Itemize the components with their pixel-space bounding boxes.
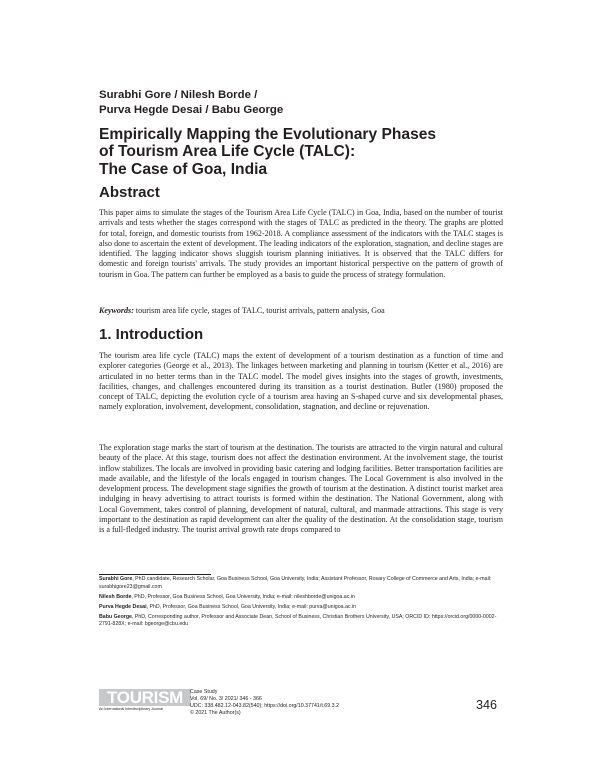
article-copyright: © 2021 The Author(s) — [190, 710, 241, 717]
article-type: Case Study — [190, 689, 218, 695]
keywords: Keywords: tourism area life cycle, stages of TALC, tourist arrivals, pattern analysis, Goa — [99, 306, 385, 315]
author-line-2: Purva Hegde Desai / Babu George — [99, 103, 284, 116]
article-metadata — [190, 689, 339, 717]
title-line-1: Empirically Mapping the Evolutionary Phases — [99, 126, 437, 143]
introduction-para-1: The tourism area life cycle (TALC) maps the extent of development of a tourism destination as a function of time and explorer categories (George et al., 2013). The linkages between marketing and planning in tourism (Ketter et al., 2016) are articulated in no better terms than in the TALC model. The model gives insights into the stages of growth, investments, facilities, changes, and challenges encountered during its transition as a tourist destination. Butler (1980) proposed the concept of TALC, depicting the evolution cycle of a tourism area having an S-shaped curve and six developmental phases, namely exploration, involvement, development, consolidation, stagnation, and decline or rejuvenation. — [99, 351, 503, 412]
footnote: Nilesh Borde, PhD, Professor, Goa Business School, Goa University, India; e-mail: nileshborde@unigoa.ac.in — [99, 593, 355, 600]
abstract-heading: Abstract — [99, 184, 160, 201]
footnote-rule — [99, 574, 211, 575]
journal-subtitle: An International Interdisciplinary Journal — [99, 707, 163, 711]
footnote: Surabhi Gore, PhD candidate, Research Scholar, Goa Business School, Goa University, India; Assistant Professor, Rosary College of Commerce and Arts, India; e-mail: surabhigore23@gmail.com — [99, 576, 492, 590]
author-list — [99, 88, 519, 117]
footnote: Purva Hegde Desai, PhD, Professor, Goa Business School, Goa University, India; e-mail: purva@unigoa.ac.in — [99, 603, 357, 610]
author-footnotes — [99, 576, 509, 632]
introduction-heading: 1. Introduction — [99, 326, 204, 343]
journal-logo: TOURISM — [99, 689, 191, 706]
footnote: Babu George, PhD, Corresponding author, Professor and Associate Dean, School of Business, Christian Brothers University, USA; ORCID ID: https://orcid.org/0000-0002-2791-828X; e-mail: bgeorge@cbu.edu — [99, 613, 497, 628]
paper-title — [99, 126, 539, 178]
article-volume: Vol. 69/ No. 3/ 2021/ 346 - 366 — [190, 696, 262, 703]
author-line-1: Surabhi Gore / Nilesh Borde / — [99, 89, 258, 101]
article-udc-doi: UDC: 338.482.12-043.82(540); https://doi.org/10.37741/t.69.3.2 — [190, 703, 340, 710]
title-line-3: The Case of Goa, India — [99, 160, 268, 178]
abstract-text: This paper aims to simulate the stages of the Tourism Area Life Cycle (TALC) in Goa, India, based on the number of tourist arrivals and tests whether the stages correspond with the stages of TALC as predicted in the theory. The graphs are plotted for total, foreign, and domestic tourists from 1962-2018. A compliance assessment of the indicators with the TALC stages is also done to ascertain the extent of development. The leading indicators of the exploration, stagnation, and decline stages are identified. The lagging indicator shows sluggish tourism planning initiatives. It is observed that the TALC differs for domestic and foreign tourists' arrivals. The study provides an important historical perspective on the pattern of growth of tourism in Goa. The pattern can further be employed as a basis to guide the process of strategy formulation. — [99, 208, 503, 279]
introduction-para-2: The exploration stage marks the start of tourism at the destination. The tourists are attracted to the virgin natural and cultural beauty of the place. At this stage, tourism does not affect the destination environment. At the involvement stage, the tourist inflow stabilizes. The locals are involved in providing basic catering and lodging facilities. Better transportation facilities are made available, and the lifestyle of the locals engaged in tourism changes. The Local Government is also involved in the development process. The development stage signifies the growth of tourism at the destination. A distinct tourist market area indulging in heavy advertising to attract tourists is formed within the destination. The National Government, along with Local Government, takes control of planning, development of natural, cultural, and manmade attractions. This stage is very important to the destination as rapid development can alter the quality of the destination. At the consolidation stage, tourism is a full-fledged industry. The tourist arrival growth rate drops compared to — [99, 443, 503, 535]
page-number: 346 — [476, 698, 498, 712]
keywords-text: tourism area life cycle, stages of TALC, tourist arrivals, pattern analysis, Goa — [135, 306, 385, 315]
keywords-label: Keywords — [99, 306, 132, 315]
title-line-2: of Tourism Area Life Cycle (TALC): — [99, 143, 356, 161]
